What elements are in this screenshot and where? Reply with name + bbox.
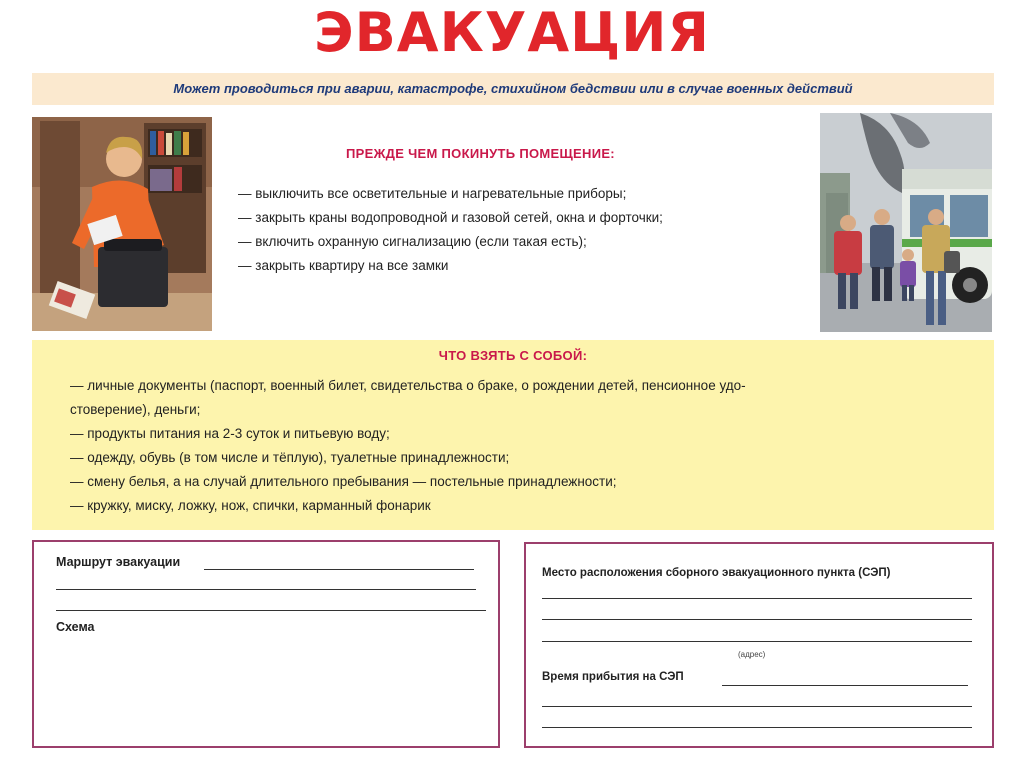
arrival-time-line[interactable] xyxy=(722,685,968,686)
list-item: — продукты питания на 2-3 суток и питьевую воду; xyxy=(70,426,390,441)
list-item: — одежду, обувь (в том числе и тёплую), туалетные принадлежности; xyxy=(70,450,510,465)
arrival-line[interactable] xyxy=(542,727,972,728)
address-line[interactable] xyxy=(542,598,972,599)
subtitle-band xyxy=(32,73,994,105)
route-line[interactable] xyxy=(56,610,486,611)
route-line[interactable] xyxy=(204,569,474,570)
list-item: — смену белья, а на случай длительного пребывания — постельные принадлежности; xyxy=(70,474,617,489)
list-item: — включить охранную сигнализацию (если такая есть); xyxy=(238,234,587,249)
address-line[interactable] xyxy=(542,619,972,620)
route-line[interactable] xyxy=(56,589,476,590)
arrival-line[interactable] xyxy=(542,706,972,707)
assembly-point-form xyxy=(524,542,994,748)
subtitle: Может проводиться при аварии, катастрофе, стихийном бедствии или в случае военных действий xyxy=(173,81,853,96)
address-line[interactable] xyxy=(542,641,972,642)
list-item: — личные документы (паспорт, военный билет, свидетельства о браке, о рождении детей, пенсионное удо- xyxy=(70,378,746,393)
boarding-bus-illustration xyxy=(820,113,992,332)
poster-title: ЭВАКУАЦИЯ xyxy=(313,1,711,64)
address-note: (адрес) xyxy=(738,650,766,659)
before-leaving-heading: ПРЕЖДЕ ЧЕМ ПОКИНУТЬ ПОМЕЩЕНИЕ: xyxy=(346,146,615,161)
assembly-location-label: Место расположения сборного эвакуационного пункта (СЭП) xyxy=(542,567,891,579)
scheme-label: Схема xyxy=(56,620,95,634)
arrival-time-label: Время прибытия на СЭП xyxy=(542,671,684,683)
packing-illustration xyxy=(32,117,212,331)
what-to-take-heading: ЧТО ВЗЯТЬ С СОБОЙ: xyxy=(438,348,588,363)
list-item: — закрыть квартиру на все замки xyxy=(238,258,449,273)
what-to-take-panel xyxy=(32,340,994,530)
list-item: — выключить все осветительные и нагревательные приборы; xyxy=(238,186,627,201)
route-label: Маршрут эвакуации xyxy=(56,555,181,569)
before-leaving-list xyxy=(238,182,663,278)
evacuation-route-form xyxy=(32,540,500,748)
list-item: — закрыть краны водопроводной и газовой сетей, окна и форточки; xyxy=(238,210,663,225)
what-to-take-list xyxy=(70,374,746,518)
list-item: стоверение), деньги; xyxy=(70,402,201,417)
list-item: — кружку, миску, ложку, нож, спички, карманный фонарик xyxy=(70,498,431,513)
